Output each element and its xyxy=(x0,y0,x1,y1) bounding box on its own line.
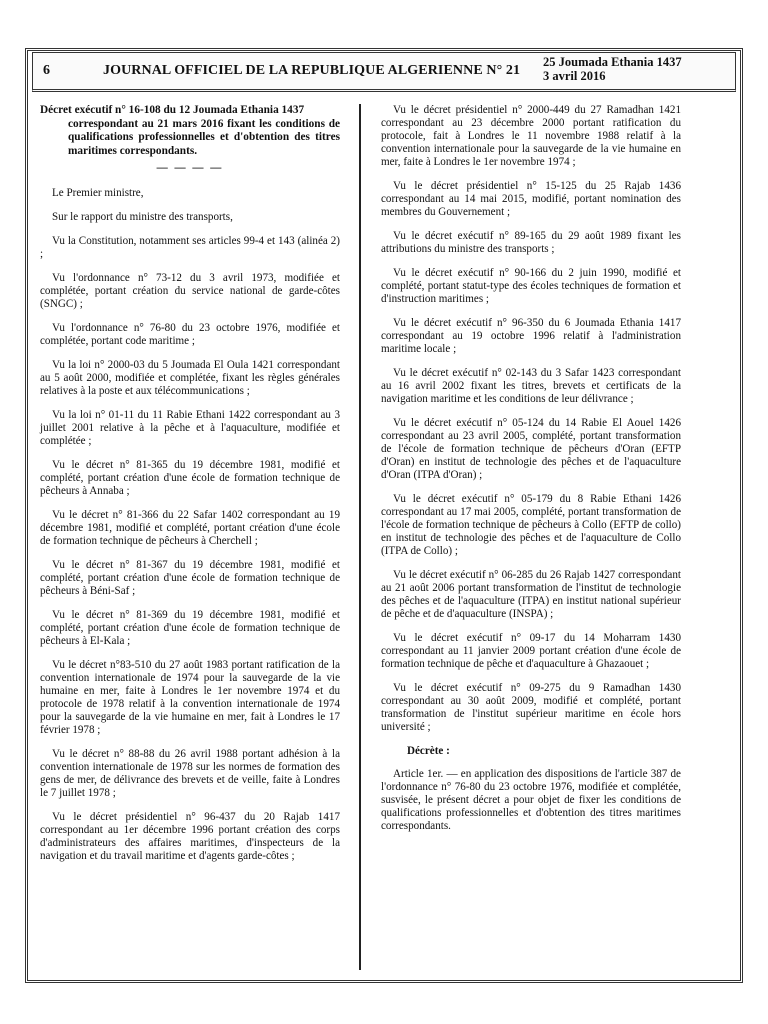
page-header xyxy=(32,52,736,92)
decree-title xyxy=(40,104,340,158)
paragraph: Vu le décret exécutif n° 05-124 du 14 Rabie El Aouel 1426 correspondant au 23 avril 2005, complété, portant transformation de l'école de formation technique de pêcheurs d'Oran (EFTP d'Oran) en institut de technologie des pêches et de l'aquaculture d'Oran (ITPA d'Oran) ; xyxy=(381,417,681,481)
paragraph: Vu la loi n° 2000-03 du 5 Joumada El Oula 1421 correspondant au 5 août 2000, modifiée et complétée, fixant les règles générales relatives à la poste et aux télécommunications ; xyxy=(40,359,340,397)
paragraph: Vu le décret exécutif n° 09-17 du 14 Moharram 1430 correspondant au 11 janvier 2009 portant création d'une école de formation technique de pêche et d'aquaculture à Ghazaouet ; xyxy=(381,632,681,670)
paragraph: Vu le décret n° 81-367 du 19 décembre 1981, modifié et complété, portant création d'une école de formation technique de pêcheurs à Béni-Saf ; xyxy=(40,559,340,597)
right-column xyxy=(381,104,681,844)
decree-title-rest: correspondant au 21 mars 2016 fixant les conditions de qualifications professionnelles et d'obtention des titres maritimes correspondants. xyxy=(68,117,340,157)
decree-title-line1: Décret exécutif n° 16-108 du 12 Joumada Ethania 1437 xyxy=(40,104,305,116)
paragraph: Vu la Constitution, notamment ses articles 99-4 et 143 (alinéa 2) ; xyxy=(40,235,340,260)
paragraph: Vu le décret n° 81-365 du 19 décembre 1981, modifié et complété, portant création d'une école de formation technique de pêcheurs à Annaba ; xyxy=(40,459,340,497)
paragraph: Sur le rapport du ministre des transports, xyxy=(52,211,233,223)
paragraph: Vu le décret exécutif n° 02-143 du 3 Safar 1423 correspondant au 16 avril 2002 fixant les titres, brevets et certificats de la navigation maritime et les conditions de leur délivrance ; xyxy=(381,367,681,405)
header-date xyxy=(543,55,682,83)
decrete-heading: Décrète : xyxy=(407,745,450,757)
paragraph: Vu l'ordonnance n° 73-12 du 3 avril 1973, modifiée et complétée, portant création du service national de garde-côtes (SNGC) ; xyxy=(40,272,340,310)
paragraph: Vu le décret n°83-510 du 27 août 1983 portant ratification de la convention internationale de 1974 pour la sauvegarde de la vie humaine en mer, faite à Londres le 1er novembre 1974 et du protocole de 1978 relatif à la convention internationale de 1974 pour la sauvegarde de la vie humaine en mer, fait à Londres le 17 février 1978 ; xyxy=(40,659,340,736)
paragraph: Vu le décret exécutif n° 05-179 du 8 Rabie Ethani 1426 correspondant au 17 mai 2005, complété, portant transformation de l'école de formation technique de pêcheurs à Collo (EFTP de collo) en institut de technologie des pêches et de l'aquaculture de Collo (ITPA de Collo) ; xyxy=(381,493,681,557)
paragraph: Vu le décret présidentiel n° 2000-449 du 27 Ramadhan 1421 correspondant au 23 décembre 2000 portant ratification du protocole, fait à Londres le 11 novembre 1988 relatif à la convention internationale pour la sauvegarde de la vie humaine en mer, faite à Londres le 1er novembre 1974 ; xyxy=(381,104,681,168)
paragraph: Vu le décret présidentiel n° 15-125 du 25 Rajab 1436 correspondant au 14 mai 2015, modifié, portant nomination des membres du Gouvernement ; xyxy=(381,180,681,218)
paragraph: Vu le décret n° 88-88 du 26 avril 1988 portant adhésion à la convention internationale de 1978 sur les normes de formation des gens de mer, de délivrance des brevets et de veille, faite à Londres le 7 juillet 1978 ; xyxy=(40,748,340,799)
paragraph: Vu l'ordonnance n° 76-80 du 23 octobre 1976, modifiée et complétée, portant code maritime ; xyxy=(40,322,340,347)
page-number: 6 xyxy=(43,63,50,78)
article-1: Article 1er. — en application des dispositions de l'article 387 de l'ordonnance n° 76-80 du 23 octobre 1976, modifiée et complétée, susvisée, le présent décret a pour objet de fixer les conditions de qualifications professionnelles et d'obtention des titres maritimes correspondants. xyxy=(381,768,681,832)
title-separator: — — — — xyxy=(156,162,224,174)
paragraph: Vu le décret exécutif n° 06-285 du 26 Rajab 1427 correspondant au 21 août 2006 portant transformation de l'institut de technologie des pêches et de l'aquaculture (ITPA) en institut national supérieur de pêche et de d'aquaculture (INSPA) ; xyxy=(381,569,681,620)
paragraph: Vu le décret exécutif n° 09-275 du 9 Ramadhan 1430 correspondant au 30 août 2009, modifié et complété, portant transformation de l'institut supérieur maritime en école hors université ; xyxy=(381,682,681,733)
left-column xyxy=(40,104,340,874)
column-divider xyxy=(359,104,361,970)
paragraph: Vu le décret exécutif n° 96-350 du 6 Joumada Ethania 1417 correspondant au 19 octobre 1996 relatif à l'administration maritime locale ; xyxy=(381,317,681,355)
paragraph: Vu le décret exécutif n° 89-165 du 29 août 1989 fixant les attributions du ministre des transports ; xyxy=(381,230,681,255)
date-gregorian: 3 avril 2016 xyxy=(543,69,606,83)
journal-title: JOURNAL OFFICIEL DE LA REPUBLIQUE ALGERIENNE N° 21 xyxy=(103,63,521,78)
paragraph: Vu le décret n° 81-369 du 19 décembre 1981, modifié et complété, portant création d'une école de formation technique de pêcheurs à El-Kala ; xyxy=(40,609,340,647)
paragraph: Vu la loi n° 01-11 du 11 Rabie Ethani 1422 correspondant au 3 juillet 2001 relative à la pêche et à l'aquaculture, modifiée et complétée ; xyxy=(40,409,340,447)
paragraph: Le Premier ministre, xyxy=(52,187,144,199)
date-hijri: 25 Joumada Ethania 1437 xyxy=(543,55,682,69)
paragraph: Vu le décret n° 81-366 du 22 Safar 1402 correspondant au 19 décembre 1981, modifié et complété, portant création d'une école de formation technique de pêcheurs à Cherchell ; xyxy=(40,509,340,547)
paragraph: Vu le décret exécutif n° 90-166 du 2 juin 1990, modifié et complété, portant statut-type des écoles techniques de formation et d'instruction maritimes ; xyxy=(381,267,681,305)
paragraph: Vu le décret présidentiel n° 96-437 du 20 Rajab 1417 correspondant au 1er décembre 1996 portant création des corps d'administrateurs des affaires maritimes, d'inspecteurs de la navigation et du travail maritime et d'agents garde-côtes ; xyxy=(40,811,340,862)
